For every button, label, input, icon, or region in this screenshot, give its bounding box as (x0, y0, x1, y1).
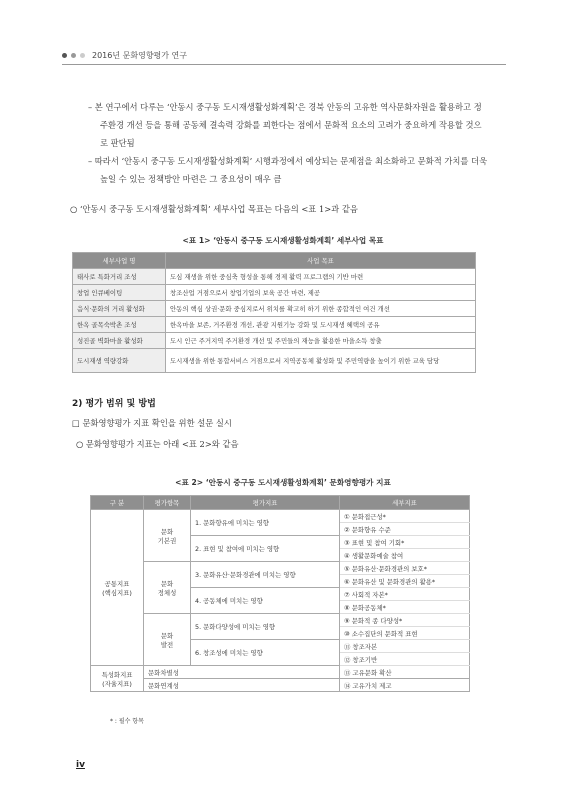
table-row (73, 349, 476, 373)
table2-caption: <표 2> ‘안동시 중구동 도시재생활성화계획’ 문화영향평가 지표 (175, 478, 391, 487)
item-identity: 문화 정체성 (144, 562, 191, 614)
group-special: 특성화지표 (자율지표) (91, 666, 144, 692)
sub-indicator: ⑤ 문화유산·문화경관의 보호* (340, 562, 470, 575)
sub-indicator: ① 문화접근성* (340, 510, 470, 523)
table1-cell: 도시 인근 주거지역 주거환경 개선 및 주민들의 재능을 활용한 마을소득 창출 (166, 333, 476, 349)
table2-header: 평가항목 (144, 496, 191, 510)
indicator-line: ○ 문화영향평가 지표는 아래 <표 2>와 같음 (76, 439, 239, 449)
table-row (91, 614, 470, 627)
running-header (62, 50, 187, 61)
table2-header: 구 분 (91, 496, 144, 510)
page-number: iv (76, 760, 85, 770)
table1-cell: 한옥마을 보존, 거주환경 개선, 관광 지원기능 강화 및 도시재생 혜택의 공유 (166, 317, 476, 333)
table-row (73, 301, 476, 317)
table2-header: 세부지표 (340, 496, 470, 510)
table-row (73, 317, 476, 333)
indicator-6: 6. 창조성에 미치는 영향 (191, 640, 340, 666)
header-rule (62, 64, 506, 65)
table1-cell: 안동의 핵심 상권·문화 중심지로서 위치를 확고히 하기 위한 종합적인 여건 개선 (166, 301, 476, 317)
intro-block (88, 98, 488, 188)
bullet-dot-mid (71, 53, 76, 58)
sub-indicator: ⑬ 고유문화 확산 (340, 666, 470, 679)
item-basic-rights: 문화 기본권 (144, 510, 191, 562)
sub-indicator: ② 문화향유 수준 (340, 523, 470, 536)
table1-cell: 도심 재생을 위한 중심축 형성을 통해 경제 활력 프로그램의 기반 마련 (166, 269, 476, 285)
table1-cell: 한옥 골목숙박촌 조성 (73, 317, 166, 333)
table-row (73, 285, 476, 301)
group-common: 공통지표 (핵심지표) (91, 510, 144, 666)
item-development: 문화 발전 (144, 614, 191, 666)
indicator-3: 3. 문화유산·문화경관에 미치는 영향 (191, 562, 340, 588)
table2 (90, 495, 470, 692)
sub-indicator: ⑦ 사회적 자본* (340, 588, 470, 601)
sub-indicator: ④ 생활문화예술 참여 (340, 549, 470, 562)
sub-indicator: ⑧ 문화공동체* (340, 601, 470, 614)
indicator-4: 4. 공동체에 미치는 영향 (191, 588, 340, 614)
table1-caption: <표 1> ‘안동시 중구동 도시재생활성화계획’ 세부사업 목표 (182, 236, 384, 245)
table1-cell: 음식·문화의 거리 활성화 (73, 301, 166, 317)
table2-header-row (91, 496, 470, 510)
indicator-1: 1. 문화향유에 미치는 영향 (191, 510, 340, 536)
table1-header-name: 세부사업 명 (73, 253, 166, 269)
sub-indicator: ⑫ 창조기반 (340, 653, 470, 666)
table1-cell: 도시재생을 위한 통합서비스 거점으로서 지역공동체 활성화 및 주민역량을 높이기 위한 교육 담당 (166, 349, 476, 373)
table1-cell: 도시재생 역량강화 (73, 349, 166, 373)
table-row (91, 679, 470, 692)
sub-indicator: ⑨ 문화적 종 다양성* (340, 614, 470, 627)
table1-header-goal: 사업 목표 (166, 253, 476, 269)
table1-cell: 창조산업 거점으로서 창업기업의 보육 공간 마련, 제공 (166, 285, 476, 301)
table-row (91, 510, 470, 523)
table-row (73, 333, 476, 349)
table-row (73, 269, 476, 285)
indicator-5: 5. 문화다양성에 미치는 영향 (191, 614, 340, 640)
intro-paragraph-1: – 본 연구에서 다루는 ‘안동시 중구동 도시재생활성화계획’은 경북 안동의 고유한 역사문화자원을 활용하고 정주환경 개선 등을 통해 공동체 결속력 강화를 꾀한다는 점에서 문화적 요소의 고려가 중요하게 작용할 것으로 판단됨 (88, 102, 482, 148)
sub-indicator: ⑪ 창조자본 (340, 640, 470, 653)
sub-indicator: ⑭ 고유가치 제고 (340, 679, 470, 692)
table-row (91, 562, 470, 575)
bullet-dot-dark (62, 53, 67, 58)
table2-header: 평가지표 (191, 496, 340, 510)
indicator-2: 2. 표현 및 참여에 미치는 영향 (191, 536, 340, 562)
sub-indicator: ⑥ 문화유산 및 문화경관의 활용* (340, 575, 470, 588)
table-row (91, 666, 470, 679)
special-item-1: 문화차별성 (144, 666, 340, 679)
table1-cell: 창업 인큐베이팅 (73, 285, 166, 301)
sub-indicator: ⑩ 소수집단의 문화적 표현 (340, 627, 470, 640)
survey-line: □ 문화영향평가 지표 확인을 위한 설문 실시 (72, 418, 232, 428)
sub-indicator: ③ 표현 및 참여 기회* (340, 536, 470, 549)
section-title: 2) 평가 범위 및 방법 (72, 399, 156, 409)
table1-header-row (73, 253, 476, 269)
intro-circle-line: ○ ‘안동시 중구동 도시재생활성화계획’ 세부사업 목표는 다음의 <표 1>과 같음 (70, 204, 358, 214)
intro-paragraph-2: – 따라서 ‘안동시 중구동 도시재생활성화계획’ 시행과정에서 예상되는 문제점을 최소화하고 문화적 가치를 더욱 높일 수 있는 정책방안 마련은 그 중요성이 매우 큼 (88, 156, 488, 184)
bullet-dot-light (80, 53, 85, 58)
header-title: 2016년 문화영향평가 연구 (92, 51, 187, 60)
special-item-2: 문화연계성 (144, 679, 340, 692)
table1 (72, 252, 476, 373)
table1-cell: 성진골 벽화마을 활성화 (73, 333, 166, 349)
table2-note: * : 필수 항목 (110, 718, 144, 725)
table1-cell: 태사로 특화거리 조성 (73, 269, 166, 285)
